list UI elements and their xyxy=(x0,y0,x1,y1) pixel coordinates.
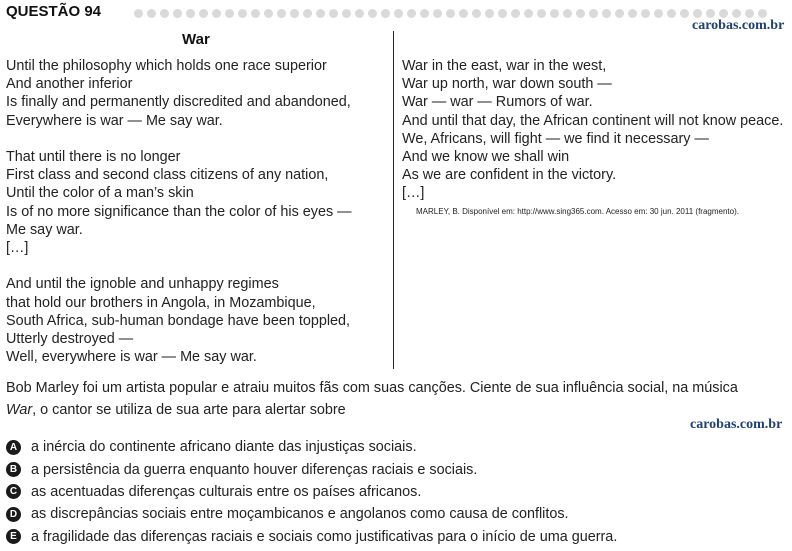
header-dot xyxy=(225,9,234,18)
header-dot xyxy=(498,9,507,18)
poem-left-column xyxy=(6,57,386,366)
option-letter-badge: A xyxy=(6,440,21,455)
option-d[interactable] xyxy=(6,503,792,525)
stem-text-1: Bob Marley foi um artista popular e atraiu muitos fãs com suas canções. Ciente de sua influência social, na música xyxy=(6,380,738,396)
poem-line: War — war — Rumors of war. xyxy=(402,94,593,111)
poem-right-column xyxy=(402,57,792,218)
poem-line: Is of no more significance than the color of his eyes — xyxy=(6,203,352,220)
header-dot xyxy=(628,9,637,18)
poem-line: Until the philosophy which holds one race superior xyxy=(6,58,327,74)
header-dot xyxy=(589,9,598,18)
header-dot xyxy=(602,9,611,18)
header-dot xyxy=(472,9,481,18)
stanza-gap xyxy=(6,130,386,148)
header-dot xyxy=(199,9,208,18)
poem-line: And until the ignoble and unhappy regimes xyxy=(6,276,279,293)
header-dot xyxy=(134,9,143,18)
header-dot xyxy=(381,9,390,18)
poem-line: Me say war. xyxy=(6,221,83,238)
header-dot xyxy=(420,9,429,18)
header-dot xyxy=(147,9,156,18)
header-dot xyxy=(758,9,767,18)
header-dot xyxy=(355,9,364,18)
header-dot xyxy=(407,9,416,18)
header-dot xyxy=(303,9,312,18)
header-dot xyxy=(290,9,299,18)
header-dot xyxy=(368,9,377,18)
poem-line: Well, everywhere is war — Me say war. xyxy=(6,349,257,366)
poem-line: South Africa, sub-human bondage have been toppled, xyxy=(6,312,351,329)
poem-line: War up north, war down south — xyxy=(402,76,612,93)
header-dot xyxy=(459,9,468,18)
option-text: a persistência da guerra enquanto houver diferenças raciais e sociais. xyxy=(31,461,478,478)
source-credit: MARLEY, B. Disponível em: http://www.sing365.com. Acesso em: 30 jun. 2011 (fragmento). xyxy=(416,206,739,216)
header-dot xyxy=(264,9,273,18)
option-e[interactable] xyxy=(6,526,792,548)
poem-line: We, Africans, will fight — we find it necessary — xyxy=(402,130,709,147)
header-dot xyxy=(446,9,455,18)
poem-line: Is finally and permanently discredited and abandoned, xyxy=(6,94,351,111)
poem-line: And we know we shall win xyxy=(402,149,570,166)
answer-options xyxy=(6,436,792,548)
option-letter-badge: E xyxy=(6,529,21,544)
stanza-gap xyxy=(6,257,386,275)
header-dot xyxy=(576,9,585,18)
option-text: a fragilidade das diferenças raciais e sociais como justificativas para o início de uma guerra. xyxy=(31,528,618,545)
option-text: as acentuadas diferenças culturais entre os países africanos. xyxy=(31,483,422,500)
site-watermark-top: carobas.com.br xyxy=(692,18,785,33)
option-letter-badge: D xyxy=(6,507,21,522)
header-dot xyxy=(212,9,221,18)
header-dot xyxy=(394,9,403,18)
header-dot xyxy=(160,9,169,18)
header-dot xyxy=(329,9,338,18)
question-number: QUESTÃO 94 xyxy=(6,3,102,20)
header-dot xyxy=(238,9,247,18)
poem-line: War in the east, war in the west, xyxy=(402,58,607,74)
poem-title: War xyxy=(182,31,210,48)
poem-line: And another inferior xyxy=(6,76,133,93)
poem-line: Utterly destroyed — xyxy=(6,331,134,348)
poem-line: Until the color of a man’s skin xyxy=(6,185,194,202)
header-dot xyxy=(680,9,689,18)
option-letter-badge: C xyxy=(6,484,21,499)
stem-text-2: , o cantor se utiliza de sua arte para alertar sobre xyxy=(32,402,346,418)
header-dot xyxy=(277,9,286,18)
option-c[interactable] xyxy=(6,481,792,503)
header-dot xyxy=(537,9,546,18)
poem-line: As we are confident in the victory. xyxy=(402,167,617,184)
option-b[interactable] xyxy=(6,458,792,480)
option-text: as discrepâncias sociais entre moçambicanos e angolanos como causa de conflitos. xyxy=(31,506,569,523)
header-dot xyxy=(173,9,182,18)
question-stem xyxy=(6,377,792,421)
header-dot xyxy=(641,9,650,18)
header-dot xyxy=(706,9,715,18)
option-a[interactable] xyxy=(6,436,792,458)
header-dot xyxy=(654,9,663,18)
site-watermark-middle: carobas.com.br xyxy=(690,417,783,432)
column-divider xyxy=(393,31,394,369)
header-dot xyxy=(511,9,520,18)
option-letter-badge: B xyxy=(6,462,21,477)
poem-line: First class and second class citizens of any nation, xyxy=(6,167,329,184)
header-dot xyxy=(732,9,741,18)
header-dot xyxy=(550,9,559,18)
header-dot xyxy=(186,9,195,18)
poem-line: […] xyxy=(6,240,29,257)
question-header xyxy=(6,2,792,22)
poem-line: Everywhere is war — Me say war. xyxy=(6,112,223,129)
poem-line: that hold our brothers in Angola, in Mozambique, xyxy=(6,294,316,311)
poem-line: That until there is no longer xyxy=(6,149,181,165)
header-dot xyxy=(342,9,351,18)
header-dot xyxy=(563,9,572,18)
header-dot xyxy=(719,9,728,18)
header-dot xyxy=(251,9,260,18)
header-dot xyxy=(433,9,442,18)
header-dot-rule xyxy=(134,9,767,18)
header-dot xyxy=(524,9,533,18)
header-dot xyxy=(316,9,325,18)
stem-song-title: War xyxy=(6,402,33,418)
header-dot xyxy=(615,9,624,18)
poem-line: And until that day, the African continent will not know peace. xyxy=(402,112,784,129)
header-dot xyxy=(485,9,494,18)
header-dot xyxy=(693,9,702,18)
poem-line: […] xyxy=(402,185,425,202)
option-text: a inércia do continente africano diante das injustiças sociais. xyxy=(31,439,417,456)
header-dot xyxy=(745,9,754,18)
header-dot xyxy=(667,9,676,18)
